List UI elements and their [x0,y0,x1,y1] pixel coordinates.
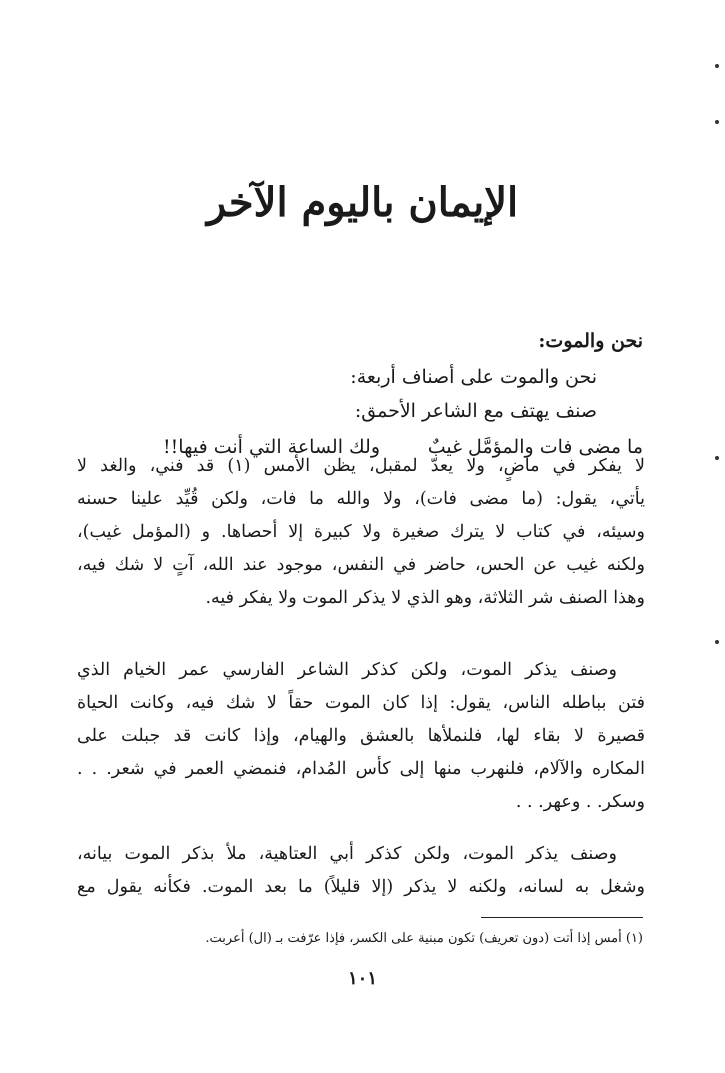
paragraph-line: قصيرة لا بقاء لها، فلنملأها بالعشق والهيام، وإذا كانت قد جبلت على [77,726,645,746]
paragraph-line: وشغل به لسانه، ولكنه لا يذكر (إلا قليلاً) ما بعد الموت. فكأنه يقول مع [77,877,645,897]
margin-mark [715,640,719,644]
margin-mark [715,120,719,124]
paragraph [77,450,645,615]
chapter-title: الإيمان باليوم الآخر [206,179,519,226]
paragraph [77,654,645,819]
paragraph-line: فتن بباطله الناس، يقول: إذا كان الموت حقاً لا شك فيه، وكانت الحياة [77,693,645,713]
margin-mark [715,456,719,460]
margin-mark [715,64,719,68]
poem-hemistich-left: ولك الساعة التي أنت فيها!! [163,436,380,458]
paragraph-line: وهذا الصنف شر الثلاثة، وهو الذي لا يذكر الموت ولا يفكر فيه. [205,588,645,608]
paragraph-line: يأتي، يقول: (ما مضى فات)، ولا والله ما فات، ولكن قُيِّد علينا حسنه [77,489,645,509]
paragraph-line: وصنف يذكر الموت، ولكن كذكر أبي العتاهية، ملأ بذكر الموت بيانه، [77,844,617,864]
paragraph [77,838,645,904]
paragraph-line: وصنف يذكر الموت، ولكن كذكر الشاعر الفارسي عمر الخيام الذي [77,660,617,680]
paragraph-line: ولكنه غيب عن الحس، حاضر في النفس، موجود عند الله، آتٍ لا شك فيه، [77,555,645,575]
footnote: (١) أمس إذا أتت (دون تعريف) تكون مبنية على الكسر، فإذا عرّفت بـ (ال) أعربت. [205,931,643,946]
footnote-rule [481,917,643,918]
paragraph-line: لا يفكر في ماضٍ، ولا يعدّ لمقبل، يظن الأمس (١) قد فني، والغد لا [77,456,645,476]
section-heading: نحن والموت: [538,330,643,352]
paragraph-line: وسكر. . وعهر. . . [515,792,645,812]
intro-line: صنف يهتف مع الشاعر الأحمق: [354,400,597,422]
paragraph-line: وسيئه، في كتاب لا يترك صغيرة ولا كبيرة إلا أحصاها. و (المؤمل غيب)، [77,522,645,542]
intro-line: نحن والموت على أصناف أربعة: [350,366,597,388]
poem-hemistich-right: ما مضى فات والمؤمَّل غيبٌ [427,436,643,458]
page-number: ١٠١ [347,968,377,989]
paragraph-line: المكاره والآلام، فلنهرب منها إلى كأس المُدام، فنمضي العمر في شعر. . . [77,759,645,779]
